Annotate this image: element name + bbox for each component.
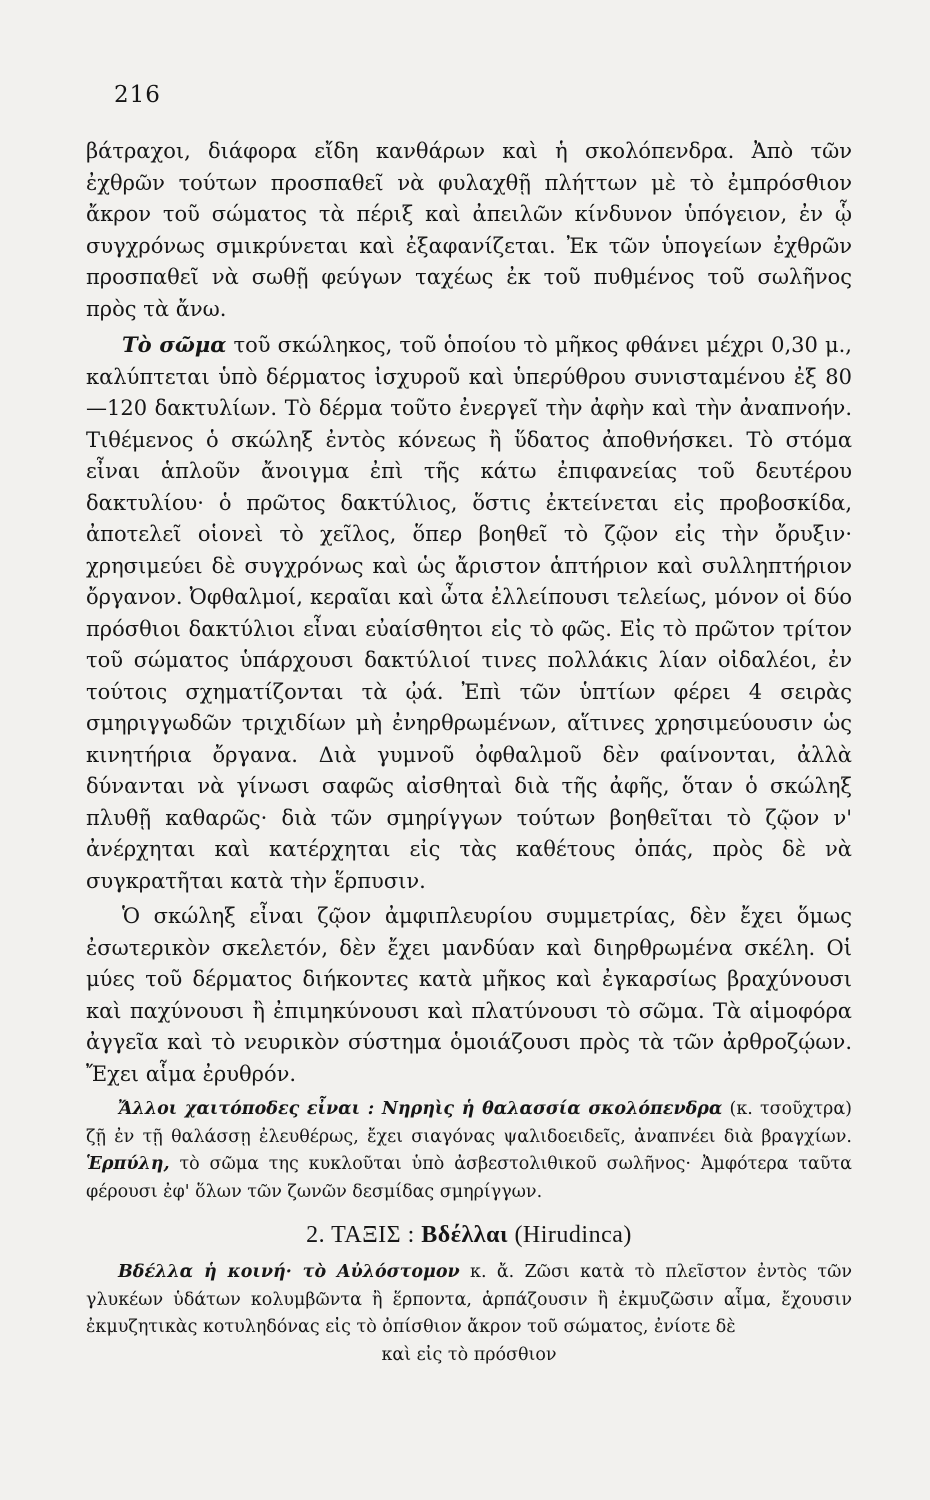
paragraph-2-lead: Τὸ σῶμα <box>122 332 227 357</box>
page-body <box>86 136 852 1369</box>
paragraph-2-text: τοῦ σκώληκος, τοῦ ὁποίου τὸ μῆκος φθάνει μέχρι 0,30 μ., καλύπτεται ὑπὸ δέρματος ἰσχυροῦ καὶ ὑπερύθρου συνισταμένου ἐξ 80—120 δακτυλίων. Τὸ δέρμα τοῦτο ἐνεργεῖ τὴν ἀφὴν καὶ τὴν ἀναπνοήν. Τιθέμενος ὁ σκώληξ ἐντὸς κόνεως ἢ ὕδατος ἀποθνήσκει. Τὸ στόμα εἶναι ἁπλοῦν ἄνοιγμα ἐπὶ τῆς κάτω ἐπιφανείας τοῦ δευτέρου δακτυλίου· ὁ πρῶτος δακτύλιος, ὅστις ἐκτείνεται εἰς προβοσκίδα, ἀποτελεῖ οἱονεὶ τὸ χεῖλος, ὅπερ βοηθεῖ τὸ ζῷον εἰς τὴν ὄρυξιν· χρησιμεύει δὲ συγχρόνως καὶ ὡς ἄριστον ἁπτήριον καὶ συλληπτήριον ὄργανον. Ὀφθαλμοί, κεραῖαι καὶ ὦτα ἐλλείπουσι τελείως, μόνον οἱ δύο πρόσθιοι δακτύλιοι εἶναι εὐαίσθητοι εἰς τὸ φῶς. Εἰς τὸ πρῶτον τρίτον τοῦ σώματος ὑπάρχουσι δακτύλιοί τινες πολλάκις λίαν οἰδαλέοι, ἐν τούτοις σχηματίζονται τὰ ᾠά. Ἐπὶ τῶν ὑπτίων φέρει 4 σειρὰς σμηριγγωδῶν τριχιδίων μὴ ἐνηρθρωμένων, αἵτινες χρησιμεύουσιν ὡς κινητήρια ὄργανα. Διὰ γυμνοῦ ὀφθαλμοῦ δὲν φαίνονται, ἀλλὰ δύνανται νὰ γίνωσι σαφῶς αἰσθηταὶ διὰ τῆς ἀφῆς, ὅταν ὁ σκώληξ πλυθῇ καθαρῶς· διὰ τῶν σμηρίγγων τούτων βοηθεῖται τὸ ζῷον ν' ἀνέρχηται καὶ κατέρχηται εἰς τὰς καθέτους ὀπάς, πρὸς δὲ νὰ συγκρατῆται κατὰ τὴν ἕρπυσιν. <box>86 333 852 893</box>
section-prefix: 2. ΤΑΞΙΣ : <box>306 1222 422 1248</box>
footnote-erpyli: Ἑρπύλη, <box>86 1154 170 1174</box>
footnote-text-2: τὸ σῶμα της κυκλοῦται ὑπὸ ἀσβεστολιθικοῦ σωλῆνος· Ἀμφότερα ταῦτα φέρουσι ἐφ' ὅλων τῶν ζωνῶν δεσμίδας σμηρίγγων. <box>86 1154 852 1202</box>
section-paragraph-last-line: καὶ εἰς τὸ πρόσθιον <box>381 1344 557 1365</box>
section-paragraph <box>86 1259 852 1342</box>
section-heading <box>86 1222 852 1249</box>
paragraph-3: Ὁ σκώληξ εἶναι ζῷον ἀμφιπλευρίου συμμετρίας, δὲν ἔχει ὅμως ἐσωτερικὸν σκελετόν, δὲν ἔχει μανδύαν καὶ διηρθρωμένα σκέλη. Οἱ μύες τοῦ δέρματος διήκοντες κατὰ μῆκος καὶ ἐγκαρσίως βραχύνουσι καὶ παχύνουσι ἢ ἐπιμηκύνουσι καὶ πλατύνουσι τὸ σῶμα. Τὰ αἱμοφόρα ἀγγεῖα καὶ τὸ νευρικὸν σύστημα ὁμοιάζουσι πρὸς τὰ τῶν ἀρθροζῴων. Ἔχει αἷμα ἐρυθρόν. <box>86 904 852 1086</box>
section-paragraph-text: κ. ἄ. Ζῶσι κατὰ τὸ πλεῖστον ἐντὸς τῶν γλυκέων ὑδάτων κολυμβῶντα ἢ ἕρποντα, ἁρπάζουσιν ἢ ἐκμυζῶσιν αἷμα, ἔχουσιν ἐκμυζητικὰς κοτυληδόνας εἰς τὸ ὀπίσθιον ἄκρον τοῦ σώματος, ἐνίοτε δὲ <box>86 1262 852 1337</box>
footnote-lead: Ἄλλοι χαιτόποδες εἶναι : Νηρηὶς ἡ θαλασσία σκολόπενδρα <box>118 1099 723 1119</box>
paragraph-1: βάτραχοι, διάφορα εἴδη κανθάρων καὶ ἡ σκολόπενδρα. Ἀπὸ τῶν ἐχθρῶν τούτων προσπαθεῖ νὰ φυλαχθῇ πλήττων μὲ τὸ ἐμπρόσθιον ἄκρον τοῦ σώματος τὰ πέριξ καὶ ἀπειλῶν κίνδυνον ὑπόγειον, ἐν ᾧ συγχρόνως σμικρύνεται καὶ ἐξαφανίζεται. Ἐκ τῶν ὑπογείων ἐχθρῶν προσπαθεῖ νὰ σωθῇ φεύγων ταχέως ἐκ τοῦ πυθμένος τοῦ σωλῆνος πρὸς τὰ ἄνω. <box>86 139 852 321</box>
footnote <box>86 1096 852 1206</box>
section-paragraph-lead: Βδέλλα ἡ κοινή· τὸ Αὐλόστομον <box>118 1262 460 1282</box>
section-latin: (Hirudinca) <box>507 1222 632 1248</box>
page-number: 216 <box>114 82 161 108</box>
section-name: Βδέλλαι <box>421 1222 508 1248</box>
footnote-text-1: (κ. τσοῦχτρα) ζῇ ἐν τῇ θαλάσσῃ ἐλευθέρως, ἔχει σιαγόνας ψαλιδοειδεῖς, ἀναπνέει διὰ βραγχίων. <box>86 1099 852 1147</box>
paragraph-2 <box>86 329 852 897</box>
